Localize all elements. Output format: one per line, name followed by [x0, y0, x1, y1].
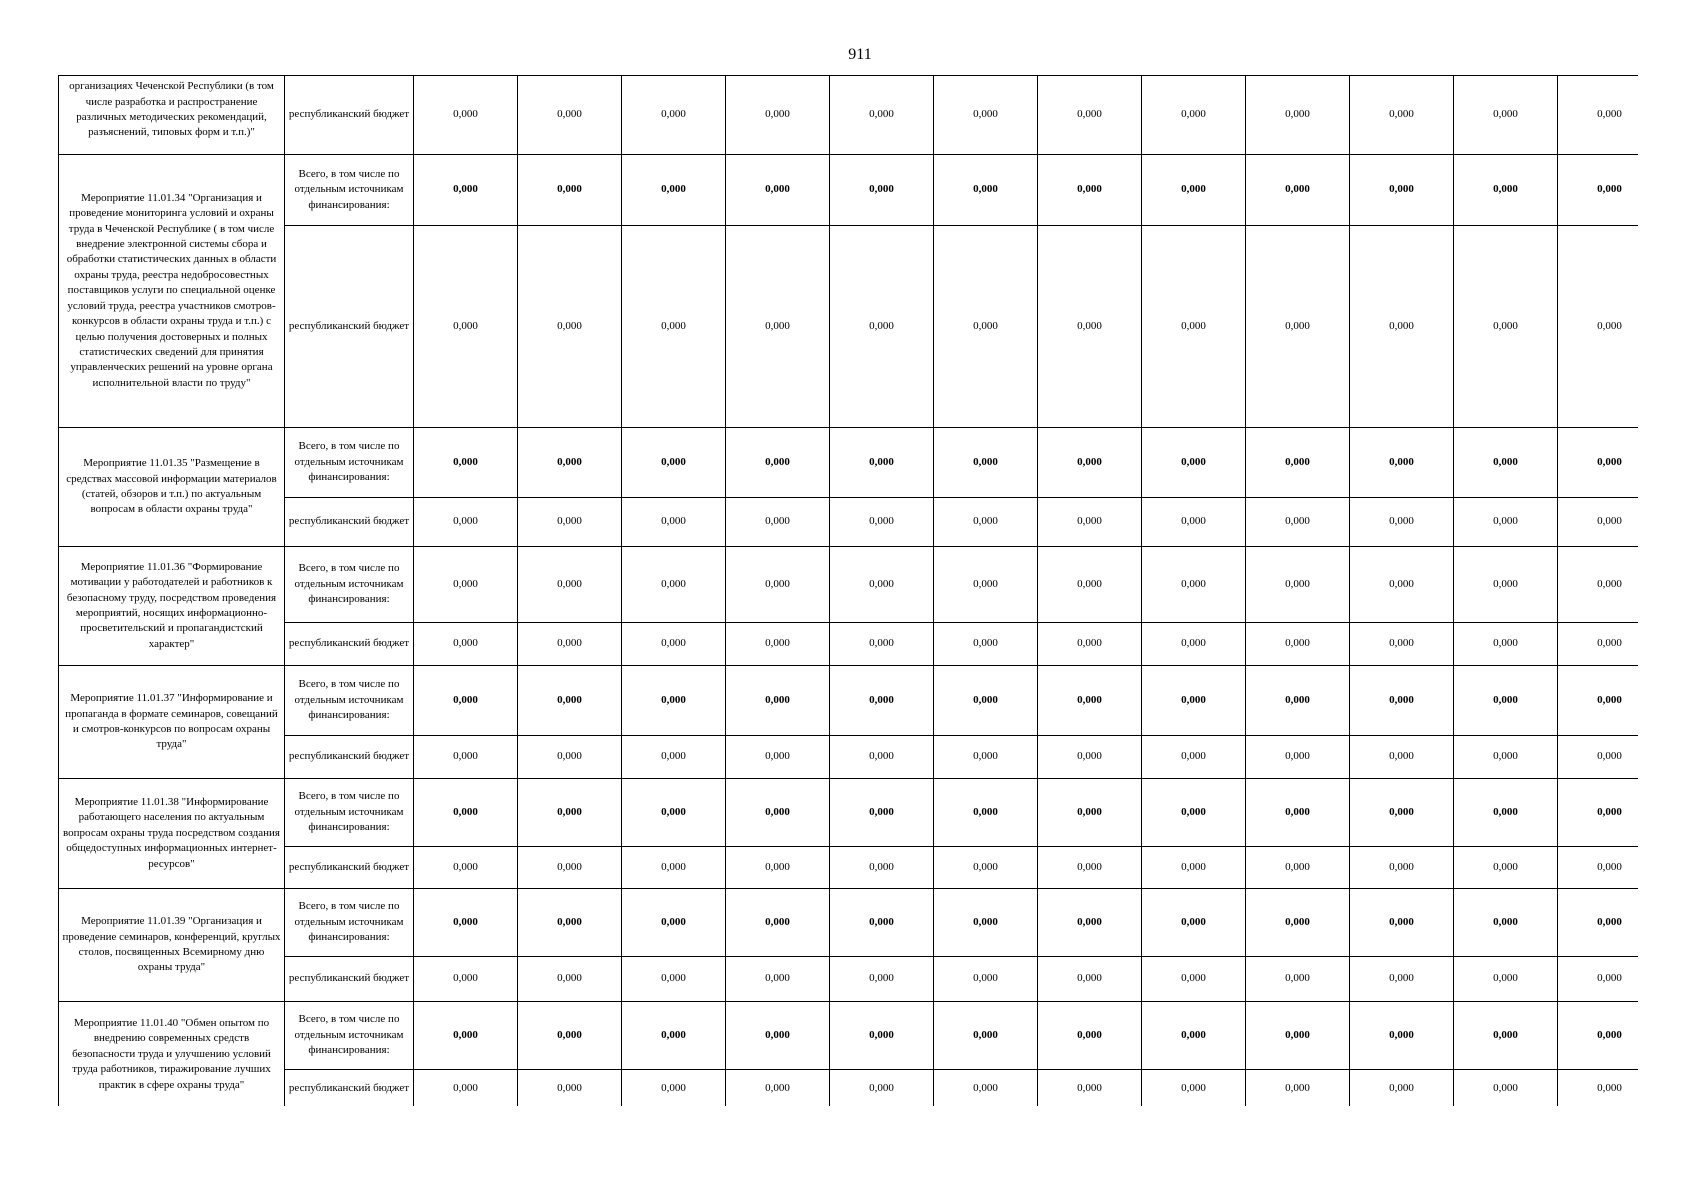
value-cell: 0,000	[1038, 957, 1142, 1002]
value-cell: 0,000	[1454, 1070, 1558, 1107]
value-cell: 0,000	[830, 76, 934, 155]
value-cell: 0,000	[1246, 226, 1350, 428]
value-cell: 0,000	[1246, 1002, 1350, 1070]
value-cell: 0,000	[1142, 1070, 1246, 1107]
value-cell: 0,000	[414, 428, 518, 498]
value-cell: 0,000	[414, 957, 518, 1002]
value-cell: 0,000	[1142, 957, 1246, 1002]
value-cell: 0,000	[1350, 666, 1454, 736]
value-cell: 0,000	[622, 547, 726, 623]
value-cell: 0,000	[622, 666, 726, 736]
value-cell: 0,000	[1350, 623, 1454, 666]
value-cell: 0,000	[726, 736, 830, 779]
value-cell: 0,000	[1558, 666, 1639, 736]
value-cell: 0,000	[934, 1070, 1038, 1107]
activity-description-cell	[59, 1002, 285, 1107]
value-cell: 0,000	[1558, 847, 1639, 889]
value-cell: 0,000	[830, 428, 934, 498]
value-cell: 0,000	[934, 226, 1038, 428]
value-cell: 0,000	[622, 957, 726, 1002]
funding-source-cell: Всего, в том числе по отдельным источникам финансирования:	[285, 1002, 414, 1070]
value-cell: 0,000	[622, 847, 726, 889]
funding-source-cell: Всего, в том числе по отдельным источникам финансирования:	[285, 779, 414, 847]
value-cell: 0,000	[934, 428, 1038, 498]
value-cell: 0,000	[934, 76, 1038, 155]
value-cell: 0,000	[1038, 736, 1142, 779]
table-row	[59, 1070, 1639, 1107]
value-cell: 0,000	[1142, 666, 1246, 736]
value-cell: 0,000	[622, 155, 726, 226]
funding-source-cell: Всего, в том числе по отдельным источникам финансирования:	[285, 889, 414, 957]
table-row	[59, 226, 1639, 428]
activity-description: организациях Чеченской Республики (в том числе разработка и распространение различных методических рекомендаций, разъяснений, типовых форм и т.п.)"	[69, 80, 274, 139]
value-cell: 0,000	[622, 76, 726, 155]
value-cell: 0,000	[830, 889, 934, 957]
value-cell: 0,000	[1246, 1070, 1350, 1107]
value-cell: 0,000	[830, 226, 934, 428]
value-cell: 0,000	[1246, 623, 1350, 666]
value-cell: 0,000	[830, 1070, 934, 1107]
value-cell: 0,000	[1142, 1002, 1246, 1070]
value-cell: 0,000	[414, 847, 518, 889]
table-row	[59, 1002, 1639, 1070]
value-cell: 0,000	[1454, 889, 1558, 957]
value-cell: 0,000	[414, 155, 518, 226]
activity-description-cell	[59, 76, 285, 155]
value-cell: 0,000	[726, 666, 830, 736]
value-cell: 0,000	[1454, 155, 1558, 226]
activity-description-cell	[59, 155, 285, 428]
value-cell: 0,000	[1350, 428, 1454, 498]
value-cell: 0,000	[934, 498, 1038, 547]
value-cell: 0,000	[830, 1002, 934, 1070]
value-cell: 0,000	[934, 736, 1038, 779]
activity-description: Мероприятие 11.01.37 "Информирование и пропаганда в формате семинаров, совещаний и смотров-конкурсов по вопросам охраны труда"	[65, 692, 278, 751]
table-row	[59, 847, 1639, 889]
value-cell: 0,000	[414, 623, 518, 666]
value-cell: 0,000	[1454, 547, 1558, 623]
value-cell: 0,000	[1558, 547, 1639, 623]
funding-source-cell: республиканский бюджет	[285, 957, 414, 1002]
value-cell: 0,000	[518, 498, 622, 547]
table-row	[59, 666, 1639, 736]
value-cell: 0,000	[1246, 666, 1350, 736]
value-cell: 0,000	[414, 889, 518, 957]
value-cell: 0,000	[1038, 1002, 1142, 1070]
activity-description-cell	[59, 666, 285, 779]
value-cell: 0,000	[518, 226, 622, 428]
value-cell: 0,000	[1454, 666, 1558, 736]
activity-description: Мероприятие 11.01.38 "Информирование работающего населения по актуальным вопросам охраны труда посредством создания общедоступных информационных интернет-ресурсов"	[63, 795, 280, 870]
value-cell: 0,000	[1246, 76, 1350, 155]
value-cell: 0,000	[934, 889, 1038, 957]
value-cell: 0,000	[1350, 779, 1454, 847]
value-cell: 0,000	[1038, 889, 1142, 957]
value-cell: 0,000	[518, 155, 622, 226]
value-cell: 0,000	[518, 547, 622, 623]
activity-description-cell	[59, 779, 285, 889]
funding-source-cell: республиканский бюджет	[285, 736, 414, 779]
value-cell: 0,000	[1558, 623, 1639, 666]
value-cell: 0,000	[830, 957, 934, 1002]
value-cell: 0,000	[1142, 547, 1246, 623]
value-cell: 0,000	[1142, 498, 1246, 547]
funding-source-cell: республиканский бюджет	[285, 498, 414, 547]
value-cell: 0,000	[726, 623, 830, 666]
value-cell: 0,000	[830, 623, 934, 666]
value-cell: 0,000	[622, 1002, 726, 1070]
value-cell: 0,000	[414, 666, 518, 736]
value-cell: 0,000	[518, 666, 622, 736]
value-cell: 0,000	[622, 623, 726, 666]
value-cell: 0,000	[1142, 76, 1246, 155]
value-cell: 0,000	[1142, 847, 1246, 889]
funding-source-cell: Всего, в том числе по отдельным источникам финансирования:	[285, 428, 414, 498]
value-cell: 0,000	[1038, 226, 1142, 428]
activity-description-cell	[59, 428, 285, 547]
value-cell: 0,000	[1350, 957, 1454, 1002]
table-row	[59, 889, 1639, 957]
funding-source-cell: Всего, в том числе по отдельным источникам финансирования:	[285, 155, 414, 226]
value-cell: 0,000	[1350, 226, 1454, 428]
value-cell: 0,000	[1142, 155, 1246, 226]
value-cell: 0,000	[414, 76, 518, 155]
value-cell: 0,000	[830, 498, 934, 547]
value-cell: 0,000	[726, 779, 830, 847]
value-cell: 0,000	[1454, 76, 1558, 155]
funding-source-cell: республиканский бюджет	[285, 1070, 414, 1107]
value-cell: 0,000	[1246, 736, 1350, 779]
value-cell: 0,000	[1558, 155, 1639, 226]
value-cell: 0,000	[1558, 1070, 1639, 1107]
funding-source-cell: Всего, в том числе по отдельным источникам финансирования:	[285, 666, 414, 736]
value-cell: 0,000	[622, 428, 726, 498]
table-row	[59, 547, 1639, 623]
value-cell: 0,000	[726, 847, 830, 889]
value-cell: 0,000	[518, 847, 622, 889]
value-cell: 0,000	[1038, 547, 1142, 623]
activity-description-cell	[59, 547, 285, 666]
table-row	[59, 428, 1639, 498]
value-cell: 0,000	[830, 666, 934, 736]
value-cell: 0,000	[518, 623, 622, 666]
value-cell: 0,000	[1454, 1002, 1558, 1070]
value-cell: 0,000	[1454, 847, 1558, 889]
value-cell: 0,000	[518, 779, 622, 847]
funding-source-cell: республиканский бюджет	[285, 226, 414, 428]
value-cell: 0,000	[1038, 623, 1142, 666]
table-body	[59, 76, 1639, 1107]
page-number: 911	[848, 46, 872, 63]
value-cell: 0,000	[1246, 847, 1350, 889]
value-cell: 0,000	[1038, 847, 1142, 889]
activity-description: Мероприятие 11.01.35 "Размещение в средствах массовой информации материалов (статей, обзоров и т.п.) по актуальным вопросам в области охраны труда"	[66, 457, 277, 516]
value-cell: 0,000	[1558, 736, 1639, 779]
value-cell: 0,000	[1142, 623, 1246, 666]
value-cell: 0,000	[1350, 1002, 1454, 1070]
value-cell: 0,000	[934, 847, 1038, 889]
value-cell: 0,000	[726, 428, 830, 498]
value-cell: 0,000	[830, 155, 934, 226]
value-cell: 0,000	[726, 889, 830, 957]
value-cell: 0,000	[726, 226, 830, 428]
value-cell: 0,000	[622, 226, 726, 428]
value-cell: 0,000	[1038, 76, 1142, 155]
value-cell: 0,000	[1142, 889, 1246, 957]
value-cell: 0,000	[726, 76, 830, 155]
value-cell: 0,000	[934, 666, 1038, 736]
table-row	[59, 957, 1639, 1002]
value-cell: 0,000	[726, 1002, 830, 1070]
value-cell: 0,000	[518, 889, 622, 957]
value-cell: 0,000	[518, 428, 622, 498]
value-cell: 0,000	[1454, 498, 1558, 547]
value-cell: 0,000	[1454, 957, 1558, 1002]
activity-description: Мероприятие 11.01.36 "Формирование мотивации у работодателей и работников к безопасному труду, посредством проведения мероприятий, носящих информационно-просветительский и пропагандистский характер"	[66, 560, 277, 650]
value-cell: 0,000	[1350, 847, 1454, 889]
value-cell: 0,000	[1350, 889, 1454, 957]
value-cell: 0,000	[1350, 547, 1454, 623]
value-cell: 0,000	[1142, 736, 1246, 779]
value-cell: 0,000	[622, 1070, 726, 1107]
activity-description: Мероприятие 11.01.34 "Организация и проведение мониторинга условий и охраны труда в Чеченской Республике ( в том числе внедрение электронной системы сбора и обработки статистических данных в области охраны труда, реестра недобросовестных поставщиков услуги по специальной оценке условий труда, реестра участников смотров-конкурсов в области охраны труда и т.п.) с целью получения достоверных и полных статистических сведений для принятия управленческих решений на уровне органа исполнительной власти по труду"	[66, 191, 277, 389]
value-cell: 0,000	[1142, 779, 1246, 847]
value-cell: 0,000	[1454, 226, 1558, 428]
value-cell: 0,000	[1558, 226, 1639, 428]
value-cell: 0,000	[1246, 155, 1350, 226]
value-cell: 0,000	[1246, 889, 1350, 957]
value-cell: 0,000	[414, 547, 518, 623]
value-cell: 0,000	[1038, 498, 1142, 547]
table-row	[59, 76, 1639, 155]
value-cell: 0,000	[1558, 889, 1639, 957]
value-cell: 0,000	[1350, 76, 1454, 155]
value-cell: 0,000	[1350, 736, 1454, 779]
value-cell: 0,000	[1454, 736, 1558, 779]
value-cell: 0,000	[622, 736, 726, 779]
value-cell: 0,000	[1558, 428, 1639, 498]
value-cell: 0,000	[830, 547, 934, 623]
value-cell: 0,000	[1038, 1070, 1142, 1107]
value-cell: 0,000	[1558, 957, 1639, 1002]
value-cell: 0,000	[1038, 155, 1142, 226]
table-row	[59, 155, 1639, 226]
value-cell: 0,000	[1558, 76, 1639, 155]
value-cell: 0,000	[518, 736, 622, 779]
value-cell: 0,000	[1558, 498, 1639, 547]
value-cell: 0,000	[1142, 226, 1246, 428]
value-cell: 0,000	[934, 547, 1038, 623]
activity-description: Мероприятие 11.01.39 "Организация и проведение семинаров, конференций, круглых столов, посвященных Всемирному дню охраны труда"	[62, 915, 281, 974]
funding-source-cell: республиканский бюджет	[285, 623, 414, 666]
value-cell: 0,000	[414, 498, 518, 547]
table-row	[59, 779, 1639, 847]
financing-table-wrapper	[58, 75, 1638, 1106]
value-cell: 0,000	[1454, 428, 1558, 498]
value-cell: 0,000	[1350, 498, 1454, 547]
value-cell: 0,000	[934, 1002, 1038, 1070]
value-cell: 0,000	[1350, 155, 1454, 226]
value-cell: 0,000	[622, 889, 726, 957]
value-cell: 0,000	[1558, 779, 1639, 847]
value-cell: 0,000	[830, 779, 934, 847]
value-cell: 0,000	[1558, 1002, 1639, 1070]
value-cell: 0,000	[1246, 428, 1350, 498]
value-cell: 0,000	[414, 779, 518, 847]
value-cell: 0,000	[414, 736, 518, 779]
value-cell: 0,000	[1246, 957, 1350, 1002]
value-cell: 0,000	[1454, 779, 1558, 847]
value-cell: 0,000	[934, 957, 1038, 1002]
value-cell: 0,000	[1350, 1070, 1454, 1107]
value-cell: 0,000	[622, 498, 726, 547]
value-cell: 0,000	[518, 1002, 622, 1070]
value-cell: 0,000	[518, 957, 622, 1002]
value-cell: 0,000	[414, 226, 518, 428]
value-cell: 0,000	[726, 1070, 830, 1107]
value-cell: 0,000	[518, 76, 622, 155]
value-cell: 0,000	[414, 1002, 518, 1070]
value-cell: 0,000	[934, 155, 1038, 226]
table-row	[59, 623, 1639, 666]
activity-description: Мероприятие 11.01.40 "Обмен опытом по внедрению современных средств безопасности труда и улучшению условий труда работников, тиражирование лучших практик в сфере охраны труда"	[72, 1016, 271, 1091]
value-cell: 0,000	[1142, 428, 1246, 498]
table-row	[59, 736, 1639, 779]
activity-description-cell	[59, 889, 285, 1002]
value-cell: 0,000	[1038, 666, 1142, 736]
value-cell: 0,000	[1038, 428, 1142, 498]
table-row	[59, 498, 1639, 547]
value-cell: 0,000	[726, 155, 830, 226]
funding-source-cell: республиканский бюджет	[285, 76, 414, 155]
financing-table	[58, 75, 1638, 1106]
value-cell: 0,000	[414, 1070, 518, 1107]
value-cell: 0,000	[830, 847, 934, 889]
value-cell: 0,000	[1246, 498, 1350, 547]
value-cell: 0,000	[622, 779, 726, 847]
value-cell: 0,000	[1246, 547, 1350, 623]
value-cell: 0,000	[1246, 779, 1350, 847]
value-cell: 0,000	[1454, 623, 1558, 666]
value-cell: 0,000	[1038, 779, 1142, 847]
value-cell: 0,000	[830, 736, 934, 779]
value-cell: 0,000	[934, 623, 1038, 666]
value-cell: 0,000	[518, 1070, 622, 1107]
funding-source-cell: республиканский бюджет	[285, 847, 414, 889]
value-cell: 0,000	[726, 547, 830, 623]
value-cell: 0,000	[726, 498, 830, 547]
value-cell: 0,000	[934, 779, 1038, 847]
funding-source-cell: Всего, в том числе по отдельным источникам финансирования:	[285, 547, 414, 623]
value-cell: 0,000	[726, 957, 830, 1002]
